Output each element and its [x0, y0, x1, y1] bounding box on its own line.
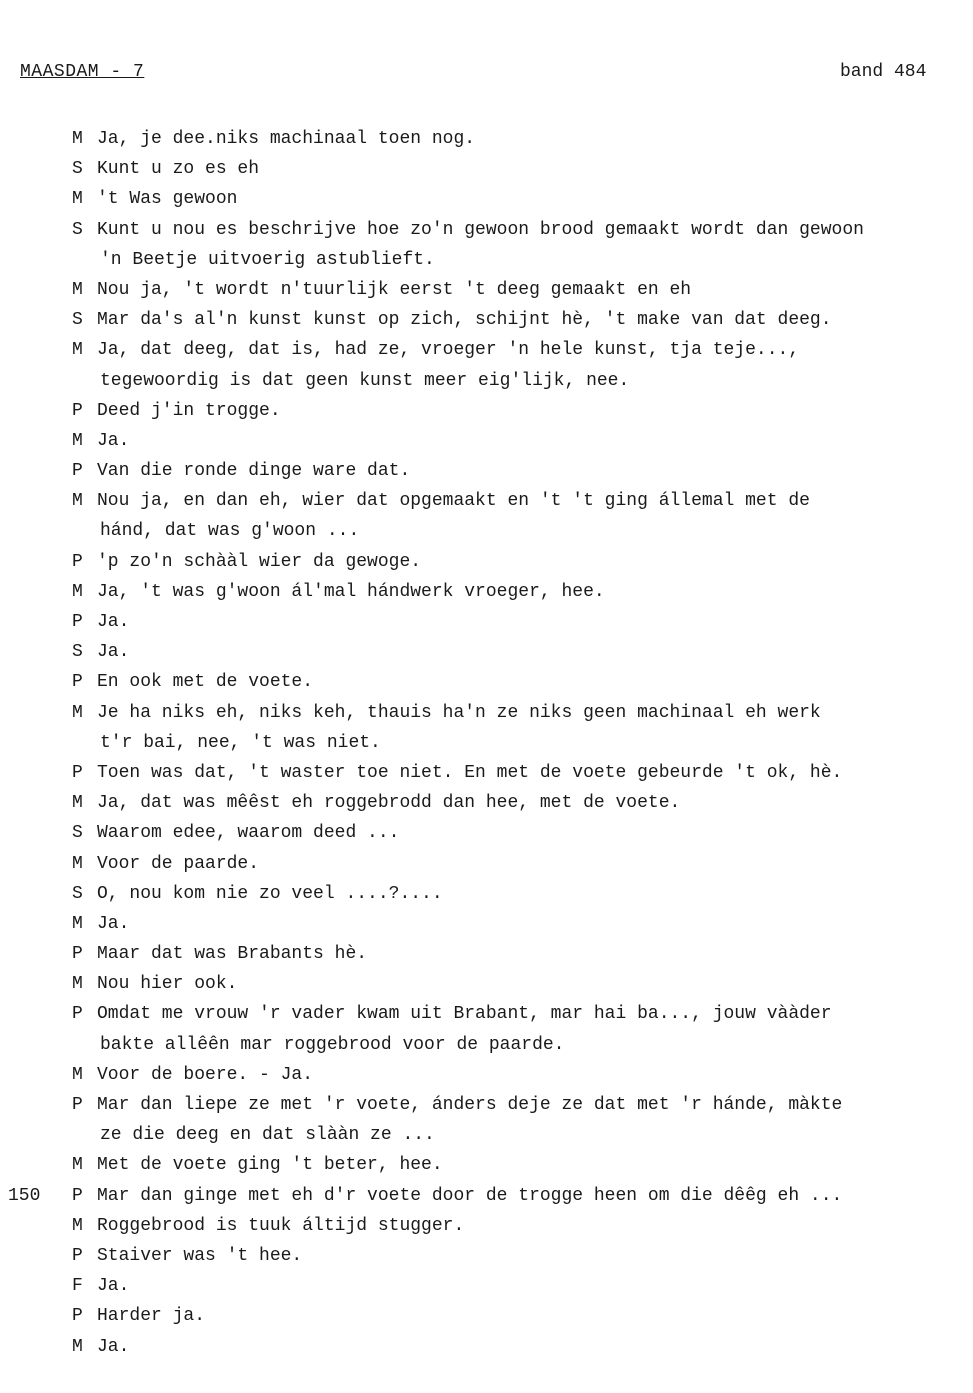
utterance-text: Nou ja, en dan eh, wier dat opgemaakt en 't 't ging állemal met de	[97, 491, 810, 512]
speaker-label: S	[72, 219, 83, 240]
speaker-label: M	[72, 1155, 83, 1176]
speaker-label: M	[72, 189, 83, 210]
utterance-text: 't Was gewoon	[97, 189, 238, 210]
speaker-label: M	[72, 581, 83, 602]
utterance-text: Ja.	[97, 430, 130, 451]
transcript-continuation	[0, 516, 973, 546]
utterance-text: Van die ronde dinge ware dat.	[97, 461, 411, 482]
utterance-text: bakte allêên mar roggebrood voor de paarde.	[100, 1034, 565, 1055]
transcript-continuation	[0, 366, 973, 396]
utterance-text: Omdat me vrouw 'r vader kwam uit Brabant, mar hai ba..., jouw vààder	[97, 1004, 832, 1025]
transcript-line	[0, 999, 973, 1029]
speaker-label: M	[72, 129, 83, 149]
transcript-line	[0, 818, 973, 848]
speaker-label: S	[72, 310, 83, 331]
speaker-label: P	[72, 1095, 83, 1115]
speaker-label: P	[72, 1245, 83, 1266]
transcript-line	[0, 305, 973, 335]
speaker-label: P	[72, 1306, 83, 1327]
transcript-line	[0, 1241, 973, 1271]
transcript-line	[0, 1271, 973, 1301]
line-number: 150	[8, 1185, 41, 1206]
transcript-line	[0, 456, 973, 486]
transcript-line	[0, 1301, 973, 1331]
utterance-text: Deed j'in trogge.	[97, 400, 281, 421]
transcript-continuation	[0, 728, 973, 758]
transcript-lines	[0, 124, 973, 1362]
transcript-line	[0, 849, 973, 879]
transcript-line	[0, 698, 973, 728]
utterance-text: Maar dat was Brabants hè.	[97, 944, 368, 965]
utterance-text: 'n Beetje uitvoerig astublieft.	[100, 249, 435, 270]
speaker-label: P	[72, 461, 83, 482]
speaker-label: P	[72, 672, 83, 693]
band-label: band 484	[840, 62, 927, 82]
speaker-label: M	[72, 1215, 83, 1236]
speaker-label: M	[72, 913, 83, 934]
transcript-line	[0, 154, 973, 184]
transcript-line	[0, 1211, 973, 1241]
utterance-text: Roggebrood is tuuk áltijd stugger.	[97, 1215, 465, 1236]
utterance-text: Nou hier ook.	[97, 974, 238, 995]
transcript-line	[0, 909, 973, 939]
transcript-line	[0, 1332, 973, 1362]
transcript-line	[0, 1150, 973, 1180]
speaker-label: M	[72, 1064, 83, 1085]
utterance-text: Waarom edee, waarom deed ...	[97, 823, 400, 844]
utterance-text: Kunt u nou es beschrijve hoe zo'n gewoon brood gemaakt wordt dan gewoon	[97, 219, 864, 240]
transcript-line	[0, 667, 973, 697]
utterance-text: Ja.	[97, 1276, 130, 1297]
speaker-label: S	[72, 883, 83, 904]
transcript-line	[0, 758, 973, 788]
transcript-line	[0, 396, 973, 426]
utterance-text: Mar dan ginge met eh d'r voete door de trogge heen om die dêêg eh ...	[97, 1185, 843, 1206]
transcript-line	[0, 184, 973, 214]
utterance-text: Met de voete ging 't beter, hee.	[97, 1155, 443, 1176]
utterance-text: Voor de paarde.	[97, 853, 260, 874]
utterance-text: Ja.	[97, 612, 130, 632]
transcript-line	[0, 1060, 973, 1090]
transcript-line	[0, 637, 973, 667]
speaker-label: S	[72, 159, 83, 180]
speaker-label: M	[72, 853, 83, 874]
transcript-line	[0, 788, 973, 818]
speaker-label: P	[72, 944, 83, 965]
speaker-label: P	[72, 400, 83, 421]
transcript-line	[0, 275, 973, 305]
transcript-continuation	[0, 245, 973, 275]
transcript-line	[0, 124, 973, 154]
transcript-continuation	[0, 1030, 973, 1060]
transcript-line	[0, 215, 973, 245]
speaker-label: S	[72, 823, 83, 844]
transcript-line	[0, 879, 973, 909]
utterance-text: hánd, dat was g'woon ...	[100, 521, 360, 542]
utterance-text: Mar dan liepe ze met 'r voete, ánders deje ze dat met 'r hánde, màkte	[97, 1095, 843, 1115]
speaker-label: P	[72, 762, 83, 783]
utterance-text: Harder ja.	[97, 1306, 206, 1327]
transcript-line	[0, 939, 973, 969]
transcript-line	[0, 577, 973, 607]
page-title: MAASDAM - 7	[20, 62, 145, 82]
utterance-text: Ja.	[97, 642, 130, 663]
utterance-text: Ja.	[97, 913, 130, 934]
speaker-label: M	[72, 974, 83, 995]
transcript-line	[0, 1181, 973, 1211]
utterance-text: Toen was dat, 't waster toe niet. En met de voete gebeurde 't ok, hè.	[97, 762, 843, 783]
utterance-text: Mar da's al'n kunst kunst op zich, schijnt hè, 't make van dat deeg.	[97, 310, 832, 331]
transcript-line	[0, 486, 973, 516]
transcript-line	[0, 607, 973, 637]
transcript-continuation	[0, 1120, 973, 1150]
utterance-text: O, nou kom nie zo veel ....?....	[97, 883, 443, 904]
speaker-label: S	[72, 642, 83, 663]
utterance-text: Staiver was 't hee.	[97, 1245, 303, 1266]
transcript-line	[0, 547, 973, 577]
transcript-line	[0, 969, 973, 999]
utterance-text: Je ha niks eh, niks keh, thauis ha'n ze niks geen machinaal eh werk	[97, 702, 821, 723]
speaker-label: M	[72, 1336, 83, 1357]
utterance-text: Ja, je dee.niks machinaal toen nog.	[97, 129, 476, 149]
speaker-label: P	[72, 612, 83, 632]
utterance-text: Ja, dat was mêêst eh roggebrodd dan hee, met de voete.	[97, 793, 681, 814]
utterance-text: Ja, 't was g'woon ál'mal hándwerk vroeger, hee.	[97, 581, 605, 602]
transcript-line	[0, 335, 973, 365]
speaker-label: M	[72, 279, 83, 300]
utterance-text: 'p zo'n schààl wier da gewoge.	[97, 551, 422, 572]
utterance-text: Voor de boere. - Ja.	[97, 1064, 314, 1085]
utterance-text: ze die deeg en dat slààn ze ...	[100, 1125, 435, 1146]
speaker-label: M	[72, 793, 83, 814]
speaker-label: P	[72, 551, 83, 572]
utterance-text: tegewoordig is dat geen kunst meer eig'lijk, nee.	[100, 370, 630, 391]
speaker-label: M	[72, 430, 83, 451]
utterance-text: Kunt u zo es eh	[97, 159, 260, 180]
speaker-label: P	[72, 1004, 83, 1025]
utterance-text: t'r bai, nee, 't was niet.	[100, 732, 381, 753]
speaker-label: M	[72, 702, 83, 723]
speaker-label: M	[72, 340, 83, 361]
transcript-line	[0, 1090, 973, 1120]
speaker-label: P	[72, 1185, 83, 1206]
utterance-text: Nou ja, 't wordt n'tuurlijk eerst 't deeg gemaakt en eh	[97, 279, 692, 300]
utterance-text: Ja, dat deeg, dat is, had ze, vroeger 'n hele kunst, tja teje...,	[97, 340, 800, 361]
transcript-line	[0, 426, 973, 456]
utterance-text: Ja.	[97, 1336, 130, 1357]
utterance-text: En ook met de voete.	[97, 672, 314, 693]
speaker-label: F	[72, 1276, 83, 1297]
speaker-label: M	[72, 491, 83, 512]
